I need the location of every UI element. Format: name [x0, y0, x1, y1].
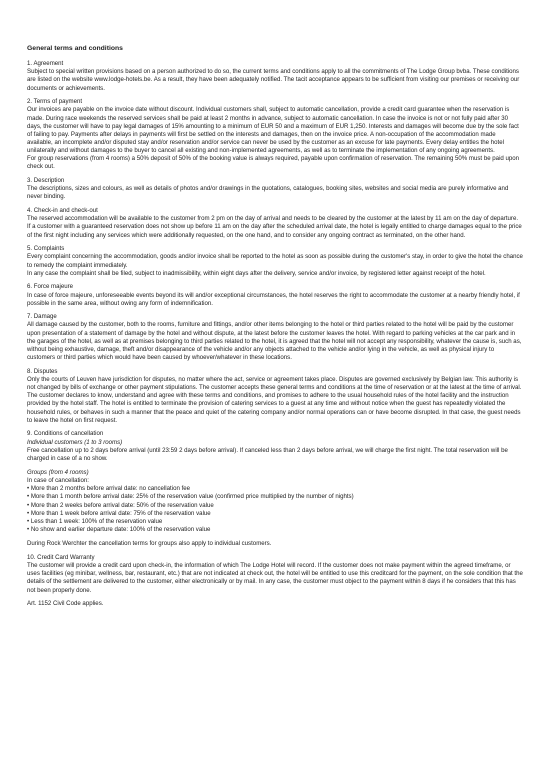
section-payment [27, 98, 523, 171]
section-description [27, 177, 523, 201]
section-civil-code [27, 600, 523, 608]
civil-code-note: Art. 1152 Civil Code applies. [27, 600, 104, 608]
paragraph: All damage caused by the customer, both to the rooms, furniture and fittings, and/or other items belonging to the hotel or third parties related to the hotel will be paid by the customer upon presentation of a statement of damage by the hotel and without dispute, at the latest before the customer leaves the hotel. With regard to parking vehicles at the car park and in the garages of the hotel, as well as at premises belonging to third parties related to the hotel, it is agreed that the hotel will not accept any responsibility, whatever the cause is, such as, without being exhaustive, damage, theft and/or disappearance of the vehicle and/or any objects attached to the vehicle and/or lying in the vehicle, as well as physical injury to customers or third parties which would have been caused by whoever/whatever in these locations. [27, 321, 522, 362]
paragraph: The descriptions, sizes and colours, as well as details of photos and/or drawings in the quotations, catalogues, booking sites, websites and social media are purely informative and never binding. [27, 185, 509, 201]
paragraph: The reserved accommodation will be available to the customer from 2 pm on the day of arrival and needs to be cleared by the customer at the latest by 11 am on the day of departure. If a customer with a guaranteed reservation does not show up before 11 am on the day after the scheduled arrival date, the hotel is legally entitled to charge damages equal to the price of the first night including any services which were additionally requested, on the one hand, and to consider any ongoing contract as terminated, on the other hand. [27, 215, 522, 239]
paragraph: The customer will provide a credit card upon check-in, the information of which The Lodge Hotel will record. If the customer does not make payment within the agreed timeframe, or uses facilities (eg minibar, wellness, bar, restaurant, etc.) that are not indicated at check out, the hotel will be entitled to use this creditcard for the payment, on the sole condition that the details of the settlement are delivered to the customer, either electronically or by mail. In any case, the customer must object to the payment within 8 days if he considers that this has not been properly done. [27, 562, 523, 594]
section-agreement [27, 60, 523, 93]
cancellation-fee-list [27, 485, 523, 534]
rock-werchter-note: During Rock Werchter the cancellation terms for groups also apply to individual customers. [27, 540, 272, 548]
section-heading: 9. Conditions of cancellation [27, 430, 104, 438]
paragraph: Only the courts of Leuven have jurisdiction for disputes, no matter where the act, service or agreement takes place. Disputes are governed exclusively by Belgian law. This authority is not changed by bills of exchange or other payment stipulations. The customer accepts these general terms and conditions at the time of reservation or at the latest at the time of arrival. The customer declares to know, understand and agree with these terms and conditions, and promises to adhere to the usual household rules of the hotel facility and the instruction provided by the hotel staff. The hotel is entitled to terminate the provision of catering services to a guest at any time and without notice when the guest has repeatedly violated the household rules, or behaves in such a manner that the peace and quiet of the catering company and/or normal operations can or have become disrupted. In that case, the guest needs to leave the hotel on first request. [27, 375, 522, 424]
list-item: • Less than 1 week: 100% of the reservation value [27, 518, 523, 526]
section-heading: 8. Disputes [27, 367, 58, 375]
section-disputes [27, 368, 523, 425]
section-heading: 5. Complaints [27, 245, 65, 253]
list-item: • More than 2 months before arrival date: no cancellation fee [27, 485, 523, 493]
section-heading: 4. Check-in and check-out [27, 207, 98, 215]
section-heading: 7. Damage [27, 313, 57, 321]
paragraph: For group reservations (from 4 rooms) a 50% deposit of 50% of the booking value is always required, payable upon confirmation of reservation. The remaining 50% must be paid upon check out. [27, 155, 520, 171]
section-checkin [27, 207, 523, 240]
groups-heading: Groups (from 4 rooms) [27, 468, 89, 476]
section-heading: 6. Force majeure [27, 283, 74, 291]
paragraph: In any case the complaint shall be filed, subject to inadmissibility, within eight days after the delivery, service and/or invoice, by registered letter against receipt of the hotel. [27, 269, 486, 277]
paragraph: Free cancellation up to 2 days before arrival (until 23:59 2 days before arrival). If canceled less than 2 days before arrival, we will charge the first night. The total reservation will be charged in case of a no show. [27, 446, 508, 462]
list-item: • More than 1 month before arrival date: 25% of the reservation value (confirmed price multiplied by the number of nights) [27, 493, 523, 501]
list-item: • More than 1 week before arrival date: 75% of the reservation value [27, 510, 523, 518]
section-heading: 1. Agreement [27, 60, 64, 68]
list-item: • No show and earlier departure date: 100% of the reservation value [27, 526, 523, 534]
section-heading: 10. Credit Card Warranty [27, 553, 95, 561]
section-credit-card [27, 554, 523, 595]
individual-customers-heading: Individual customers (1 to 3 rooms) [27, 438, 123, 446]
paragraph: Subject to special written provisions based on a person authorized to do so, the current terms and conditions apply to all the commitments of The Lodge Group bvba. These conditions are listed on the website www.lodge-hotels.be. As a result, they have been adequately notified. The tacit acceptance appears to be sufficient from visiting our premises or receiving our documents or achievements. [27, 68, 520, 92]
paragraph: In case of cancellation: [27, 477, 89, 485]
section-complaints [27, 245, 523, 278]
paragraph: Every complaint concerning the accommodation, goods and/or invoice shall be reported to the hotel as soon as possible during the customer's stay, in order to give the hotel the chance to remedy the complaint immediately. [27, 253, 523, 269]
section-damage [27, 313, 523, 362]
document-title: General terms and conditions [27, 45, 123, 52]
list-item: • More than 2 weeks before arrival date: 50% of the reservation value [27, 502, 523, 510]
section-heading: 2. Terms of payment [27, 98, 83, 106]
paragraph: Our invoices are payable on the invoice date without discount. Individual customers shall, subject to automatic cancellation, provide a credit card guarantee when the reservation is made. During race weekends the reserved services shall be paid at least 2 months in advance, subject to automatic cancellation. In case the invoice is not or not fully paid after 30 days, the customer will have to pay legal damages of 15% amounting to a minimum of EUR 50 and a maximum of EUR 1,250. Interests and damages will become due by the sole fact of failing to pay. Payments after delays in payments will first be settled on the interests and damages, then on the invoice price. A non-occupation of the accommodation made available, an incomplete and/or disputed stay and/or reservation and/or service can never be used by the customer as an excuse for late payments. Every delay entitles the hotel unilaterally and without damages to the buyer to cancel all existing and non-implemented agreements, as well as to terminate the implementation of any ongoing agreements. [27, 106, 519, 155]
paragraph: In case of force majeure, unforeseeable events beyond its will and/or exceptional circumstances, the hotel reserves the right to accommodate the customer at a nearby friendly hotel, if possible in the same area, without owing any form of indemnification. [27, 291, 520, 307]
section-cancellation [27, 430, 523, 548]
section-force-majeure [27, 283, 523, 307]
section-heading: 3. Description [27, 177, 65, 185]
